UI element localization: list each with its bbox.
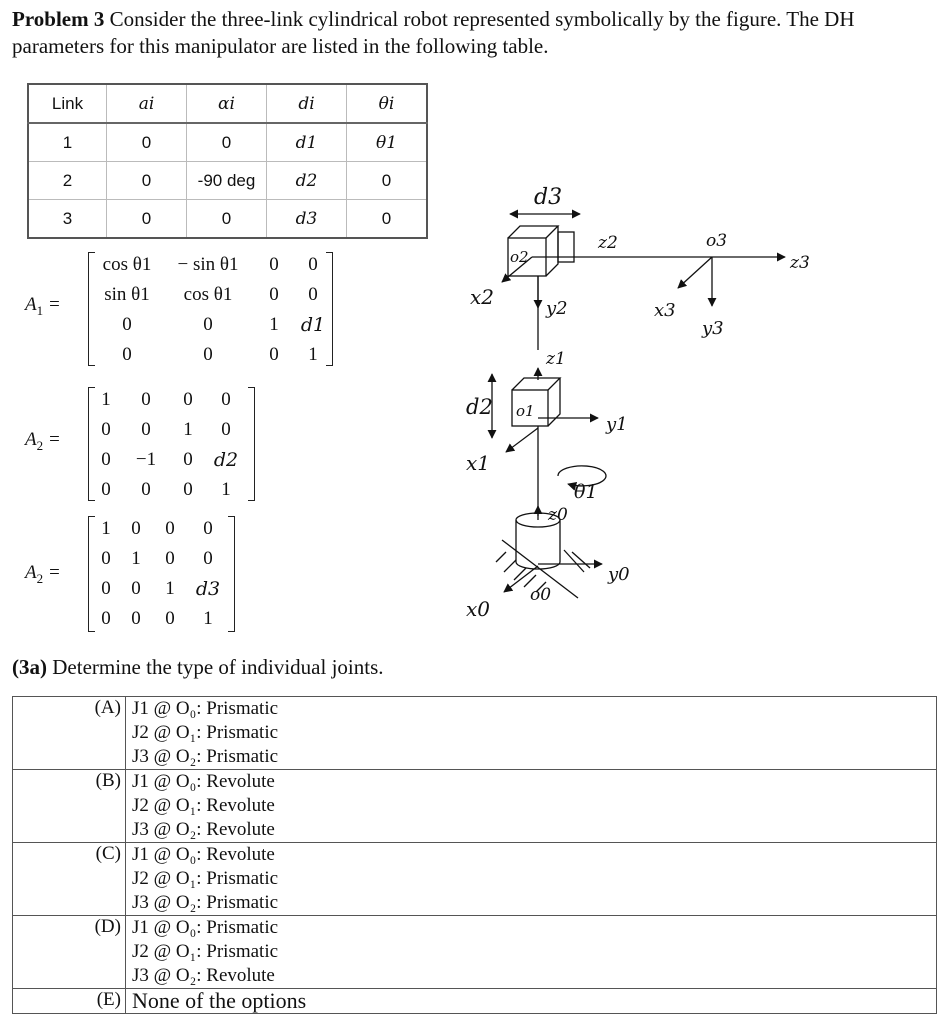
- matrix-cell: sin θ1: [104, 284, 150, 305]
- option-line: J3 @ O₂: Revolute: [132, 819, 275, 840]
- matrix-cell: 0: [131, 608, 141, 629]
- matrix-a1: [0, 248, 340, 373]
- label-y1: y1: [606, 414, 628, 435]
- matrix-cell: 0: [141, 479, 151, 500]
- option-line: J2 @ O₁: Revolute: [132, 795, 275, 816]
- matrix-cell: 1: [269, 314, 279, 335]
- matrix-cell: d3: [195, 578, 221, 600]
- dh-cell: 0: [347, 200, 428, 239]
- matrix-cell: 0: [269, 344, 279, 365]
- dh-cell: 0: [187, 200, 267, 239]
- matrix-cell: 0: [203, 518, 213, 539]
- option-letter: (B): [13, 770, 126, 843]
- problem-text: Consider the three-link cylindrical robot represented symbolically by the figure. The DH parameters for this manipulator are listed in the following table.: [12, 7, 855, 58]
- matrix-a3: [0, 512, 270, 637]
- option-line: J3 @ O₂: Prismatic: [132, 746, 279, 767]
- matrix-cell: d1: [300, 314, 326, 336]
- question-label: (3a): [12, 655, 47, 679]
- dh-parameter-table: [27, 83, 428, 239]
- option-a[interactable]: [13, 697, 937, 770]
- matrix-cell: 0: [101, 608, 111, 629]
- option-letter: (E): [13, 989, 126, 1014]
- matrix-cell: 0: [221, 389, 231, 410]
- option-e[interactable]: [13, 989, 937, 1014]
- matrix-cell: 0: [141, 389, 151, 410]
- matrix-cell: 0: [165, 518, 175, 539]
- dh-cell: 3: [28, 200, 107, 239]
- dh-cell: 0: [347, 162, 428, 200]
- matrix-cell: 0: [101, 578, 111, 599]
- matrix-cell: 0: [203, 548, 213, 569]
- dh-header-link: Link: [28, 84, 107, 123]
- matrix-label: $A_2$ =: [25, 429, 61, 453]
- option-letter: (A): [13, 697, 126, 770]
- matrix-cell: 0: [183, 479, 193, 500]
- matrix-cell: 0: [131, 518, 141, 539]
- robot-diagram: [440, 180, 940, 640]
- problem-statement: [12, 6, 937, 60]
- option-letter: (C): [13, 843, 126, 916]
- option-b[interactable]: [13, 770, 937, 843]
- matrix-cell: 0: [101, 479, 111, 500]
- label-x3: x3: [654, 300, 676, 321]
- option-line: J1 @ O₀: Revolute: [132, 844, 275, 865]
- matrix-cell: 0: [101, 548, 111, 569]
- label-o2: o2: [510, 248, 529, 266]
- dh-header-a: ai: [107, 84, 187, 123]
- matrix-cell: 0: [203, 314, 213, 335]
- option-d[interactable]: [13, 916, 937, 989]
- matrix-cell: cos θ1: [183, 284, 233, 305]
- label-o3: o3: [706, 231, 728, 251]
- dh-cell: 0: [187, 123, 267, 162]
- matrix-cell: 0: [122, 344, 132, 365]
- matrix-cell: 1: [101, 518, 111, 539]
- dh-header-d: di: [267, 84, 347, 123]
- matrix-cell: 0: [122, 314, 132, 335]
- matrix-cell: 0: [131, 578, 141, 599]
- label-theta1: θ1: [574, 481, 598, 503]
- matrix-cell: 1: [131, 548, 141, 569]
- question-3a: [12, 655, 384, 680]
- matrix-cell: 1: [221, 479, 231, 500]
- option-letter: (D): [13, 916, 126, 989]
- dh-cell: d1: [267, 123, 347, 162]
- problem-label: Problem 3: [12, 7, 105, 31]
- option-c[interactable]: [13, 843, 937, 916]
- matrix-cell: −1: [135, 449, 157, 470]
- option-line: J2 @ O₁: Prismatic: [132, 868, 279, 889]
- label-z1: z1: [546, 349, 566, 369]
- matrix-cell: 0: [101, 449, 111, 470]
- matrix-cell: 0: [221, 419, 231, 440]
- dh-row-3: [28, 200, 427, 239]
- dh-cell: 0: [107, 162, 187, 200]
- dh-header-theta: θi: [347, 84, 428, 123]
- matrix-cell: 0: [101, 419, 111, 440]
- dh-cell: 1: [28, 123, 107, 162]
- matrix-cell: 1: [308, 344, 318, 365]
- matrix-cell: 0: [308, 254, 318, 275]
- matrix-cell: − sin θ1: [177, 254, 239, 275]
- dh-cell: -90 deg: [187, 162, 267, 200]
- dh-header-alpha: αi: [187, 84, 267, 123]
- option-line: J3 @ O₂: Revolute: [132, 965, 275, 986]
- dh-cell: θ1: [347, 123, 428, 162]
- matrix-cell: 0: [203, 344, 213, 365]
- label-x1: x1: [466, 451, 491, 475]
- option-line: J2 @ O₁: Prismatic: [132, 941, 279, 962]
- matrix-cell: 1: [203, 608, 213, 629]
- dh-cell: 0: [107, 123, 187, 162]
- label-y2: y2: [546, 298, 568, 319]
- matrix-cell: 0: [308, 284, 318, 305]
- option-line: J1 @ O₀: Prismatic: [132, 917, 279, 938]
- matrix-cell: 0: [183, 449, 193, 470]
- matrix-cell: 1: [183, 419, 193, 440]
- dh-cell: 0: [107, 200, 187, 239]
- option-line: J2 @ O₁: Prismatic: [132, 722, 279, 743]
- dh-row-1: [28, 123, 427, 162]
- label-y0: y0: [608, 564, 630, 585]
- dh-header-row: [28, 84, 427, 123]
- answer-options: [12, 696, 937, 1014]
- dh-cell: d3: [267, 200, 347, 239]
- matrix-cell: 0: [141, 419, 151, 440]
- label-z0: z0: [548, 505, 568, 525]
- matrix-cell: 0: [183, 389, 193, 410]
- option-line: J3 @ O₂: Prismatic: [132, 892, 279, 913]
- matrix-cell: d2: [213, 449, 239, 471]
- matrix-cell: 0: [165, 548, 175, 569]
- label-z3: z3: [790, 253, 810, 273]
- matrix-cell: 0: [165, 608, 175, 629]
- option-line: None of the options: [126, 989, 937, 1014]
- matrix-label: $A_2$ =: [25, 562, 61, 586]
- matrix-cell: 1: [165, 578, 175, 599]
- label-o1: o1: [516, 402, 535, 420]
- matrix-label: $A_1$ =: [25, 294, 61, 318]
- matrix-cell: 1: [101, 389, 111, 410]
- label-x2: x2: [470, 285, 495, 309]
- matrix-cell: 0: [269, 254, 279, 275]
- label-y3: y3: [702, 318, 724, 339]
- label-d3: d3: [534, 185, 563, 210]
- question-text: Determine the type of individual joints.: [52, 655, 384, 679]
- label-x0: x0: [466, 597, 491, 621]
- label-z2: z2: [598, 233, 618, 253]
- label-d2: d2: [466, 395, 493, 419]
- dh-cell: d2: [267, 162, 347, 200]
- option-line: J1 @ O₀: Prismatic: [132, 698, 279, 719]
- matrix-a2: [0, 383, 270, 508]
- option-line: J1 @ O₀: Revolute: [132, 771, 275, 792]
- matrix-cell: cos θ1: [102, 254, 152, 275]
- matrix-cell: 0: [269, 284, 279, 305]
- dh-cell: 2: [28, 162, 107, 200]
- label-o0: o0: [530, 585, 552, 605]
- left-bracket: [88, 252, 95, 366]
- dh-row-2: [28, 162, 427, 200]
